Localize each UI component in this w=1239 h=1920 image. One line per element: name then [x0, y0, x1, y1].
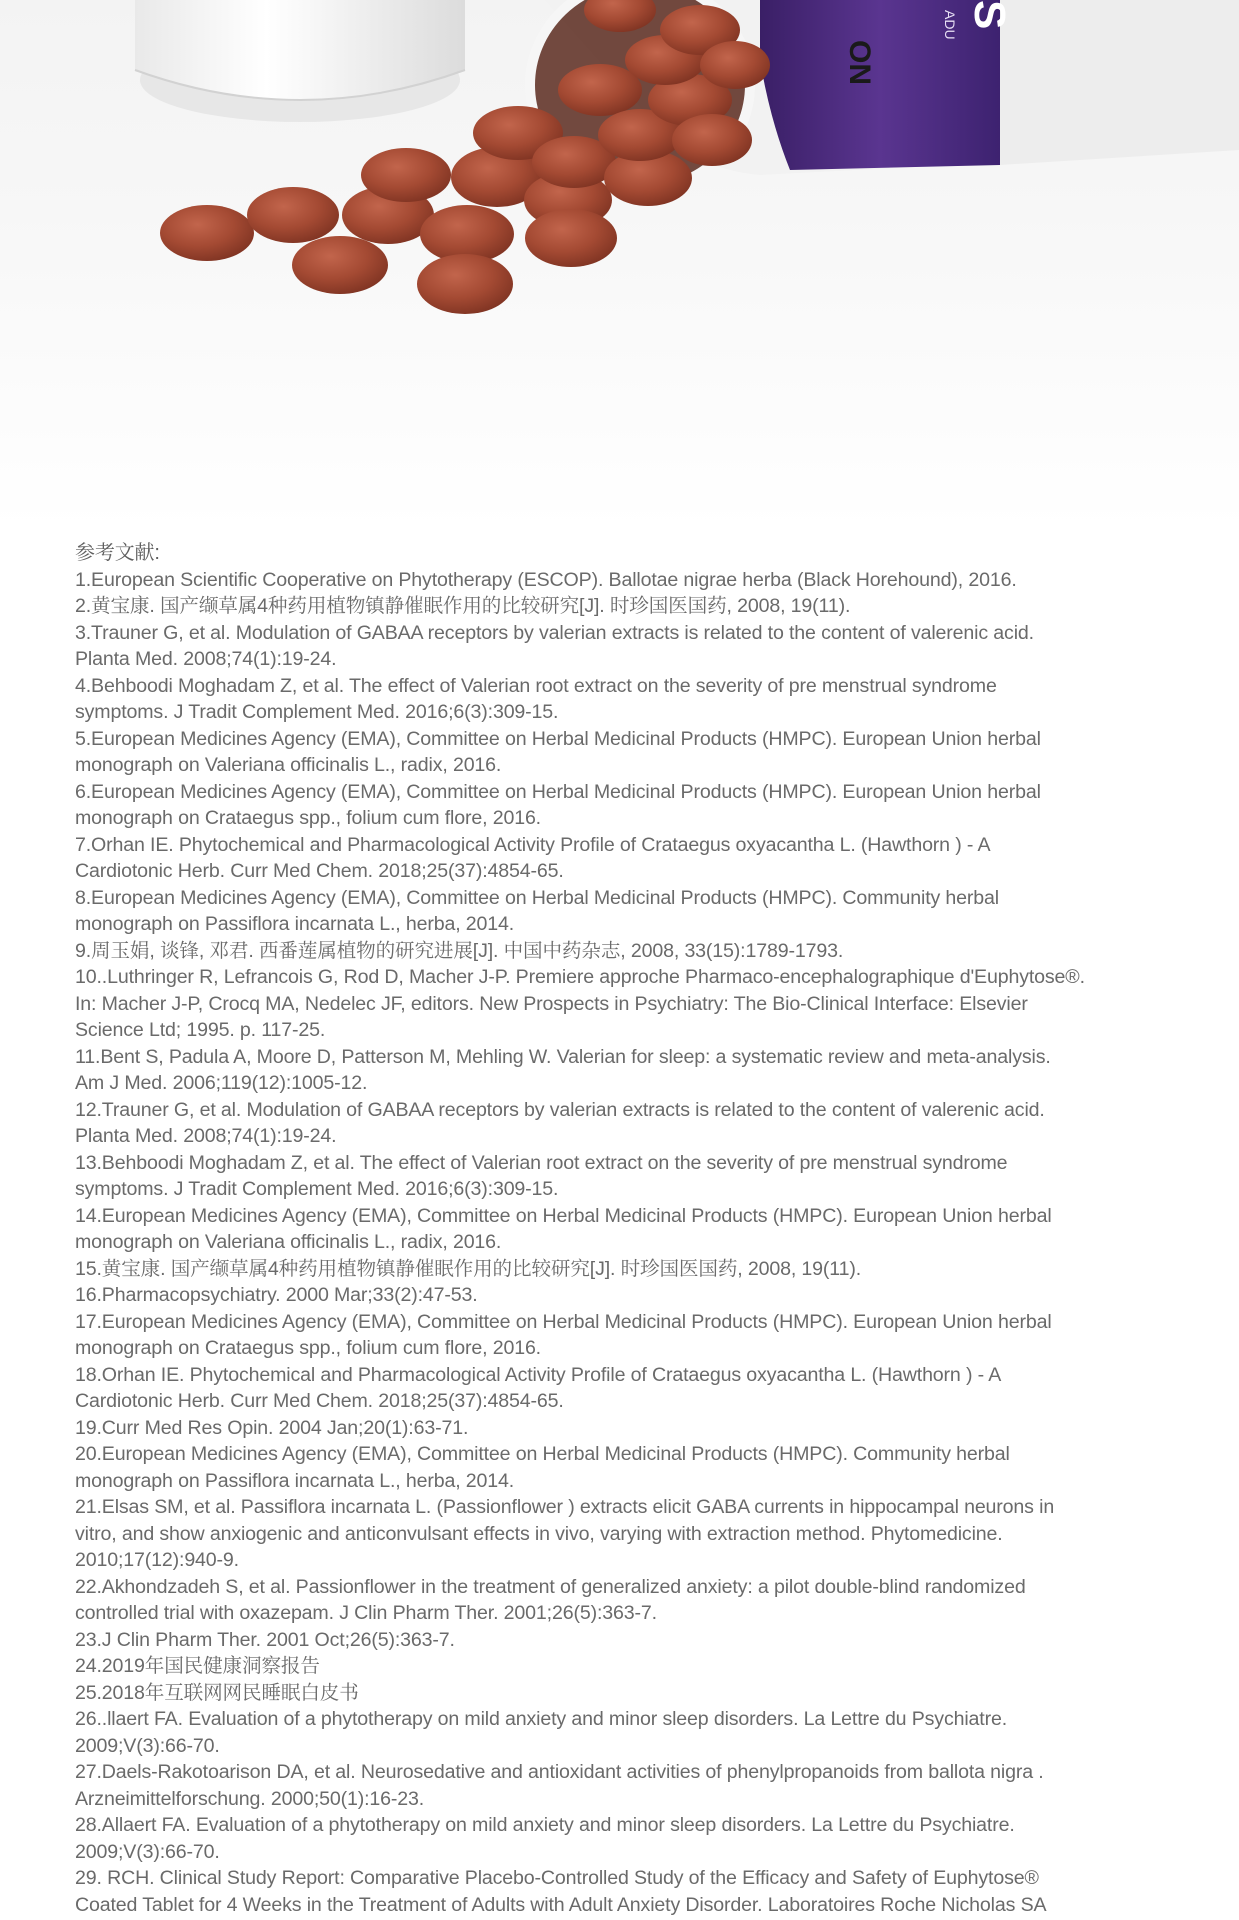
- reference-line: Planta Med. 2008;74(1):19-24.: [75, 1125, 337, 1147]
- reference-line: 2.黄宝康. 国产缬草属4种药用植物镇静催眠作用的比较研究[J]. 时珍国医国药, 2008, 19(11).: [75, 595, 851, 617]
- reference-line: 15.黄宝康. 国产缬草属4种药用植物镇静催眠作用的比较研究[J]. 时珍国医国药, 2008, 19(11).: [75, 1257, 861, 1280]
- reference-line: 2009;V(3):66-70.: [75, 1734, 220, 1757]
- bottle-cap: [135, 0, 465, 122]
- bottle-label-text: ON: [843, 40, 876, 85]
- references-heading: 参考文献:: [75, 542, 160, 564]
- reference-line: In: Macher J-P, Crocq MA, Nedelec JF, editors. New Prospects in Psychiatry: The Bio-Clinical Interface: Elsevier: [75, 992, 1028, 1015]
- reference-line: 16.Pharmacopsychiatry. 2000 Mar;33(2):47-53.: [75, 1284, 478, 1306]
- reference-line: 11.Bent S, Padula A, Moore D, Patterson M, Mehling W. Valerian for sleep: a systematic review and meta-analysis.: [75, 1045, 1051, 1068]
- reference-line: 21.Elsas SM, et al. Passiflora incarnata L. (Passionflower ) extracts elicit GABA currents in hippocampal neurons in: [75, 1496, 1055, 1518]
- reference-line: monograph on Passiflora incarnata L., herba, 2014.: [75, 1469, 515, 1492]
- reference-line: 29. RCH. Clinical Study Report: Comparative Placebo-Controlled Study of the Efficacy and Safety of Euphytose®: [75, 1867, 1039, 1889]
- reference-line: 19.Curr Med Res Opin. 2004 Jan;20(1):63-71.: [75, 1416, 469, 1439]
- reference-line: 12.Trauner G, et al. Modulation of GABAA receptors by valerian extracts is related to the content of valerenic acid.: [75, 1098, 1045, 1121]
- reference-line: 18.Orhan IE. Phytochemical and Pharmacological Activity Profile of Crataegus oxyacantha L. (Hawthorn ) - A: [75, 1363, 1002, 1386]
- reference-line: Cardiotonic Herb. Curr Med Chem. 2018;25(37):4854-65.: [75, 860, 564, 882]
- bottle-label-brand: S: [965, 0, 1014, 30]
- reference-line: 1.European Scientific Cooperative on Phytotherapy (ESCOP). Ballotae nigrae herba (Black Horehound), 2016.: [75, 568, 1017, 591]
- reference-line: 2009;V(3):66-70.: [75, 1840, 220, 1863]
- reference-line: 13.Behboodi Moghadam Z, et al. The effect of Valerian root extract on the severity of pre menstrual syndrome: [75, 1151, 1008, 1174]
- bottle-label-subtext: ADU: [942, 10, 958, 40]
- reference-line: 2010;17(12):940-9.: [75, 1549, 239, 1571]
- reference-line: Planta Med. 2008;74(1):19-24.: [75, 648, 337, 670]
- reference-line: Am J Med. 2006;119(12):1005-12.: [75, 1072, 368, 1094]
- reference-line: 27.Daels-Rakotoarison DA, et al. Neurosedative and antioxidant activities of phenylpropanoids from ballota nigra .: [75, 1761, 1044, 1783]
- reference-line: Coated Tablet for 4 Weeks in the Treatment of Adults with Adult Anxiety Disorder. Laboratoires Roche Nicholas SA: [75, 1893, 1047, 1916]
- reference-line: 9.周玉娟, 谈锋, 邓君. 西番莲属植物的研究进展[J]. 中国中药杂志, 2008, 33(15):1789-1793.: [75, 939, 844, 962]
- reference-line: 23.J Clin Pharm Ther. 2001 Oct;26(5):363-7.: [75, 1628, 455, 1651]
- reference-line: symptoms. J Tradit Complement Med. 2016;6(3):309-15.: [75, 701, 559, 723]
- references-list: [75, 567, 1225, 1919]
- reference-line: vitro, and show anxiogenic and anticonvulsant effects in vivo, varying with extraction method. Phytomedicine.: [75, 1522, 1003, 1545]
- product-photo: [0, 0, 1239, 530]
- reference-line: controlled trial with oxazepam. J Clin Pharm Ther. 2001;26(5):363-7.: [75, 1602, 657, 1624]
- reference-line: Arzneimittelforschung. 2000;50(1):16-23.: [75, 1787, 425, 1810]
- reference-line: 28.Allaert FA. Evaluation of a phytotherapy on mild anxiety and minor sleep disorders. La Lettre du Psychiatre.: [75, 1814, 1015, 1836]
- reference-line: Cardiotonic Herb. Curr Med Chem. 2018;25(37):4854-65.: [75, 1390, 564, 1412]
- reference-line: 17.European Medicines Agency (EMA), Committee on Herbal Medicinal Products (HMPC). European Union herbal: [75, 1310, 1052, 1333]
- reference-line: monograph on Crataegus spp., folium cum flore, 2016.: [75, 1337, 541, 1359]
- reference-line: symptoms. J Tradit Complement Med. 2016;6(3):309-15.: [75, 1178, 559, 1200]
- reference-line: monograph on Crataegus spp., folium cum flore, 2016.: [75, 807, 541, 829]
- reference-line: 10..Luthringer R, Lefrancois G, Rod D, Macher J-P. Premiere approche Pharmaco-encephalographique d'Euphytose®.: [75, 966, 1085, 988]
- reference-line: 26..llaert FA. Evaluation of a phytotherapy on mild anxiety and minor sleep disorders. La Lettre du Psychiatre.: [75, 1708, 1007, 1730]
- reference-line: 6.European Medicines Agency (EMA), Committee on Herbal Medicinal Products (HMPC). European Union herbal: [75, 780, 1041, 803]
- reference-line: monograph on Passiflora incarnata L., herba, 2014.: [75, 913, 515, 935]
- reference-line: Science Ltd; 1995. p. 117-25.: [75, 1019, 326, 1041]
- reference-line: 3.Trauner G, et al. Modulation of GABAA receptors by valerian extracts is related to the content of valerenic acid.: [75, 621, 1034, 644]
- references-section: [75, 540, 1225, 1918]
- reference-line: 7.Orhan IE. Phytochemical and Pharmacological Activity Profile of Crataegus oxyacantha L. (Hawthorn ) - A: [75, 833, 991, 856]
- reference-line: 5.European Medicines Agency (EMA), Committee on Herbal Medicinal Products (HMPC). European Union herbal: [75, 727, 1041, 750]
- reference-line: 20.European Medicines Agency (EMA), Committee on Herbal Medicinal Products (HMPC). Community herbal: [75, 1443, 1010, 1465]
- reference-line: 8.European Medicines Agency (EMA), Committee on Herbal Medicinal Products (HMPC). Community herbal: [75, 886, 999, 909]
- reference-line: 25.2018年互联网网民睡眠白皮书: [75, 1681, 359, 1704]
- reference-line: monograph on Valeriana officinalis L., radix, 2016.: [75, 1231, 502, 1253]
- reference-line: 22.Akhondzadeh S, et al. Passionflower in the treatment of generalized anxiety: a pilot double-blind randomized: [75, 1575, 1026, 1598]
- reference-line: 24.2019年国民健康洞察报告: [75, 1655, 320, 1677]
- reference-line: 14.European Medicines Agency (EMA), Committee on Herbal Medicinal Products (HMPC). European Union herbal: [75, 1204, 1052, 1227]
- reference-line: 4.Behboodi Moghadam Z, et al. The effect of Valerian root extract on the severity of pre menstrual syndrome: [75, 674, 997, 697]
- pills-spilling-from-bottle-photo: [0, 0, 1239, 530]
- reference-line: monograph on Valeriana officinalis L., radix, 2016.: [75, 754, 502, 776]
